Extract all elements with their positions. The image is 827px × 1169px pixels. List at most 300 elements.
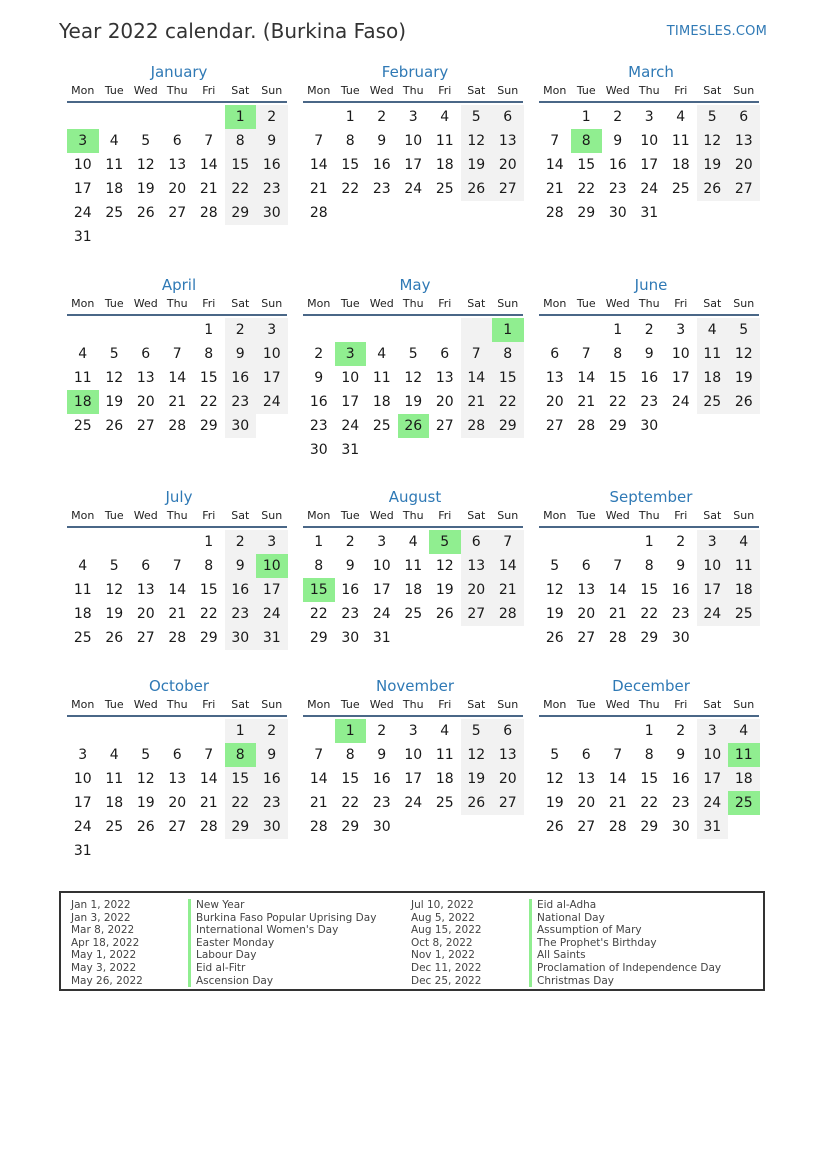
day-cell[interactable]: 21 [199,181,218,197]
day-cell[interactable]: 10 [640,133,659,149]
day-cell[interactable]: 28 [545,205,564,221]
day-cell[interactable]: 13 [492,129,524,153]
day-cell[interactable]: 15 [199,582,218,598]
day-cell[interactable]: 9 [676,747,686,763]
day-cell[interactable]: 5 [697,105,729,129]
day-cell[interactable]: 19 [136,181,155,197]
day-cell[interactable]: 12 [136,157,155,173]
day-cell[interactable]: 18 [435,157,454,173]
day-cell[interactable]: 22 [309,606,328,622]
day-cell[interactable]: 19 [404,394,423,410]
day-cell[interactable]: 8 [345,747,355,763]
day-cell[interactable]: 14 [608,582,627,598]
day-cell[interactable]: 29 [341,819,360,835]
day-cell[interactable]: 25 [404,606,423,622]
day-cell[interactable]: 15 [640,582,659,598]
day-cell-holiday[interactable]: 1 [335,719,367,743]
day-cell[interactable]: 12 [435,558,454,574]
day-cell[interactable]: 16 [225,578,257,602]
day-cell[interactable]: 20 [168,181,187,197]
day-cell[interactable]: 19 [105,394,124,410]
day-cell[interactable]: 29 [492,414,524,438]
day-cell[interactable]: 30 [372,819,391,835]
day-cell[interactable]: 23 [372,795,391,811]
day-cell[interactable]: 25 [105,819,124,835]
day-cell[interactable]: 6 [440,346,450,362]
day-cell[interactable]: 8 [345,133,355,149]
day-cell[interactable]: 21 [608,606,627,622]
day-cell[interactable]: 20 [492,153,524,177]
day-cell[interactable]: 22 [199,394,218,410]
day-cell[interactable]: 7 [581,346,591,362]
day-cell[interactable]: 26 [435,606,454,622]
day-cell[interactable]: 13 [136,582,155,598]
day-cell[interactable]: 4 [408,534,418,550]
day-cell[interactable]: 21 [545,181,564,197]
day-cell[interactable]: 1 [204,322,214,338]
day-cell[interactable]: 13 [168,157,187,173]
day-cell[interactable]: 8 [204,558,214,574]
day-cell[interactable]: 28 [608,630,627,646]
day-cell[interactable]: 11 [404,558,423,574]
day-cell[interactable]: 8 [613,346,623,362]
day-cell[interactable]: 5 [408,346,418,362]
day-cell[interactable]: 3 [78,747,88,763]
day-cell[interactable]: 20 [545,394,564,410]
day-cell[interactable]: 23 [341,606,360,622]
day-cell[interactable]: 27 [136,418,155,434]
day-cell[interactable]: 23 [608,181,627,197]
day-cell[interactable]: 14 [309,771,328,787]
day-cell[interactable]: 20 [136,394,155,410]
day-cell[interactable]: 2 [314,346,324,362]
day-cell[interactable]: 25 [671,181,690,197]
day-cell[interactable]: 7 [204,133,214,149]
day-cell[interactable]: 21 [608,795,627,811]
day-cell[interactable]: 10 [697,743,729,767]
day-cell[interactable]: 2 [676,723,686,739]
day-cell[interactable]: 4 [377,346,387,362]
day-cell[interactable]: 6 [461,530,493,554]
day-cell[interactable]: 5 [728,318,760,342]
day-cell[interactable]: 18 [105,181,124,197]
day-cell[interactable]: 28 [199,819,218,835]
day-cell-holiday[interactable]: 8 [571,129,603,153]
day-cell[interactable]: 7 [314,747,324,763]
day-cell[interactable]: 29 [608,418,627,434]
day-cell[interactable]: 25 [435,181,454,197]
day-cell[interactable]: 14 [492,554,524,578]
day-cell[interactable]: 23 [225,390,257,414]
day-cell-holiday[interactable]: 25 [728,791,760,815]
day-cell[interactable]: 28 [309,205,328,221]
day-cell[interactable]: 18 [728,578,760,602]
day-cell[interactable]: 22 [492,390,524,414]
day-cell[interactable]: 15 [225,153,257,177]
day-cell[interactable]: 20 [492,767,524,791]
day-cell[interactable]: 11 [73,370,92,386]
day-cell[interactable]: 16 [256,767,288,791]
day-cell[interactable]: 12 [697,129,729,153]
day-cell[interactable]: 7 [492,530,524,554]
day-cell[interactable]: 24 [256,602,288,626]
day-cell[interactable]: 28 [608,819,627,835]
day-cell[interactable]: 4 [697,318,729,342]
day-cell[interactable]: 16 [341,582,360,598]
day-cell[interactable]: 19 [136,795,155,811]
day-cell[interactable]: 29 [199,418,218,434]
day-cell[interactable]: 2 [676,534,686,550]
day-cell[interactable]: 17 [73,181,92,197]
day-cell[interactable]: 2 [256,719,288,743]
day-cell[interactable]: 15 [199,370,218,386]
day-cell[interactable]: 24 [640,181,659,197]
day-cell[interactable]: 25 [73,418,92,434]
day-cell[interactable]: 27 [545,418,564,434]
day-cell[interactable]: 4 [78,346,88,362]
day-cell[interactable]: 11 [435,133,454,149]
day-cell[interactable]: 28 [577,418,596,434]
day-cell[interactable]: 23 [256,177,288,201]
day-cell[interactable]: 3 [256,318,288,342]
day-cell[interactable]: 6 [141,346,151,362]
day-cell[interactable]: 7 [172,346,182,362]
day-cell[interactable]: 25 [728,602,760,626]
day-cell[interactable]: 7 [314,133,324,149]
day-cell[interactable]: 6 [492,105,524,129]
day-cell[interactable]: 21 [461,390,493,414]
day-cell[interactable]: 29 [640,630,659,646]
day-cell[interactable]: 20 [728,153,760,177]
day-cell[interactable]: 26 [136,205,155,221]
day-cell[interactable]: 16 [256,153,288,177]
day-cell[interactable]: 10 [372,558,391,574]
day-cell[interactable]: 4 [440,723,450,739]
day-cell[interactable]: 27 [168,819,187,835]
day-cell[interactable]: 3 [697,719,729,743]
day-cell[interactable]: 4 [109,133,119,149]
day-cell[interactable]: 26 [545,819,564,835]
day-cell[interactable]: 11 [728,554,760,578]
day-cell[interactable]: 5 [461,719,493,743]
day-cell[interactable]: 7 [613,558,623,574]
day-cell-holiday[interactable]: 18 [67,390,99,414]
day-cell[interactable]: 27 [136,630,155,646]
day-cell[interactable]: 22 [225,791,257,815]
day-cell[interactable]: 16 [372,771,391,787]
day-cell[interactable]: 14 [168,582,187,598]
day-cell[interactable]: 17 [404,771,423,787]
day-cell[interactable]: 28 [309,819,328,835]
day-cell[interactable]: 5 [550,558,560,574]
day-cell[interactable]: 24 [372,606,391,622]
day-cell[interactable]: 30 [341,630,360,646]
day-cell[interactable]: 30 [640,418,659,434]
day-cell[interactable]: 31 [640,205,659,221]
day-cell[interactable]: 24 [256,390,288,414]
day-cell[interactable]: 17 [256,578,288,602]
day-cell[interactable]: 22 [225,177,257,201]
day-cell[interactable]: 17 [671,370,690,386]
day-cell[interactable]: 3 [408,723,418,739]
day-cell[interactable]: 11 [435,747,454,763]
day-cell[interactable]: 11 [697,342,729,366]
day-cell[interactable]: 16 [608,157,627,173]
day-cell[interactable]: 2 [256,105,288,129]
day-cell[interactable]: 17 [697,578,729,602]
day-cell[interactable]: 1 [225,719,257,743]
day-cell[interactable]: 8 [644,747,654,763]
day-cell[interactable]: 12 [461,743,493,767]
day-cell[interactable]: 29 [199,630,218,646]
day-cell[interactable]: 26 [136,819,155,835]
day-cell[interactable]: 19 [545,606,564,622]
day-cell[interactable]: 10 [671,346,690,362]
day-cell[interactable]: 18 [73,606,92,622]
day-cell[interactable]: 4 [728,530,760,554]
day-cell[interactable]: 1 [314,534,324,550]
day-cell[interactable]: 8 [225,129,257,153]
day-cell[interactable]: 11 [372,370,391,386]
day-cell[interactable]: 31 [73,843,92,859]
day-cell[interactable]: 25 [105,205,124,221]
day-cell[interactable]: 29 [225,201,257,225]
day-cell[interactable]: 21 [577,394,596,410]
day-cell[interactable]: 15 [577,157,596,173]
day-cell[interactable]: 9 [225,342,257,366]
day-cell[interactable]: 3 [676,322,686,338]
day-cell[interactable]: 31 [372,630,391,646]
day-cell[interactable]: 25 [73,630,92,646]
day-cell[interactable]: 29 [225,815,257,839]
day-cell[interactable]: 18 [105,795,124,811]
day-cell[interactable]: 10 [73,157,92,173]
day-cell[interactable]: 23 [671,795,690,811]
day-cell[interactable]: 15 [608,370,627,386]
day-cell[interactable]: 18 [372,394,391,410]
day-cell[interactable]: 10 [256,342,288,366]
day-cell[interactable]: 4 [109,747,119,763]
day-cell[interactable]: 17 [341,394,360,410]
day-cell[interactable]: 14 [309,157,328,173]
day-cell[interactable]: 9 [377,133,387,149]
day-cell[interactable]: 28 [168,418,187,434]
day-cell[interactable]: 17 [697,767,729,791]
day-cell[interactable]: 20 [577,795,596,811]
day-cell[interactable]: 2 [377,109,387,125]
day-cell[interactable]: 16 [372,157,391,173]
day-cell[interactable]: 26 [697,177,729,201]
day-cell[interactable]: 18 [435,771,454,787]
day-cell[interactable]: 7 [550,133,560,149]
day-cell[interactable]: 24 [404,181,423,197]
day-cell[interactable]: 10 [404,133,423,149]
day-cell[interactable]: 9 [676,558,686,574]
day-cell[interactable]: 23 [372,181,391,197]
day-cell[interactable]: 6 [581,558,591,574]
day-cell[interactable]: 20 [168,795,187,811]
day-cell[interactable]: 23 [225,602,257,626]
day-cell[interactable]: 6 [581,747,591,763]
day-cell[interactable]: 29 [309,630,328,646]
day-cell[interactable]: 12 [105,582,124,598]
day-cell[interactable]: 17 [256,366,288,390]
day-cell[interactable]: 2 [644,322,654,338]
day-cell[interactable]: 9 [345,558,355,574]
day-cell[interactable]: 14 [461,366,493,390]
day-cell-holiday[interactable]: 11 [728,743,760,767]
day-cell[interactable]: 5 [550,747,560,763]
day-cell[interactable]: 5 [109,346,119,362]
day-cell[interactable]: 20 [435,394,454,410]
day-cell[interactable]: 1 [644,723,654,739]
day-cell[interactable]: 9 [644,346,654,362]
day-cell[interactable]: 23 [309,418,328,434]
day-cell[interactable]: 16 [640,370,659,386]
day-cell[interactable]: 20 [136,606,155,622]
day-cell[interactable]: 9 [314,370,324,386]
day-cell[interactable]: 22 [640,606,659,622]
day-cell[interactable]: 7 [204,747,214,763]
day-cell[interactable]: 7 [172,558,182,574]
day-cell[interactable]: 6 [492,719,524,743]
day-cell[interactable]: 5 [109,558,119,574]
day-cell[interactable]: 27 [461,602,493,626]
day-cell[interactable]: 1 [613,322,623,338]
day-cell[interactable]: 30 [256,201,288,225]
day-cell[interactable]: 31 [341,442,360,458]
day-cell-holiday[interactable]: 10 [256,554,288,578]
day-cell[interactable]: 30 [256,815,288,839]
day-cell[interactable]: 13 [728,129,760,153]
day-cell[interactable]: 17 [404,157,423,173]
day-cell[interactable]: 12 [404,370,423,386]
day-cell[interactable]: 26 [105,418,124,434]
day-cell[interactable]: 26 [461,177,493,201]
day-cell[interactable]: 12 [728,342,760,366]
day-cell[interactable]: 28 [461,414,493,438]
day-cell[interactable]: 14 [545,157,564,173]
day-cell[interactable]: 14 [199,157,218,173]
day-cell[interactable]: 14 [608,771,627,787]
day-cell[interactable]: 25 [372,418,391,434]
day-cell[interactable]: 30 [225,414,257,438]
day-cell[interactable]: 24 [697,791,729,815]
day-cell[interactable]: 7 [461,342,493,366]
day-cell[interactable]: 27 [577,630,596,646]
day-cell[interactable]: 27 [492,791,524,815]
day-cell[interactable]: 30 [309,442,328,458]
day-cell[interactable]: 1 [644,534,654,550]
site-link[interactable]: TIMESLES.COM [666,24,767,39]
day-cell[interactable]: 25 [697,390,729,414]
day-cell[interactable]: 10 [404,747,423,763]
day-cell-holiday[interactable]: 8 [225,743,257,767]
day-cell[interactable]: 8 [644,558,654,574]
day-cell[interactable]: 19 [461,767,493,791]
day-cell-holiday[interactable]: 5 [429,530,461,554]
day-cell[interactable]: 2 [225,318,257,342]
day-cell[interactable]: 21 [168,606,187,622]
day-cell[interactable]: 8 [314,558,324,574]
day-cell[interactable]: 26 [461,791,493,815]
day-cell[interactable]: 26 [105,630,124,646]
day-cell[interactable]: 25 [435,795,454,811]
day-cell-holiday[interactable]: 1 [225,105,257,129]
day-cell[interactable]: 24 [697,602,729,626]
day-cell[interactable]: 11 [671,133,690,149]
day-cell[interactable]: 15 [640,771,659,787]
day-cell[interactable]: 27 [435,418,454,434]
day-cell[interactable]: 9 [256,743,288,767]
day-cell[interactable]: 17 [73,795,92,811]
day-cell[interactable]: 12 [545,771,564,787]
day-cell[interactable]: 15 [225,767,257,791]
day-cell[interactable]: 14 [577,370,596,386]
day-cell[interactable]: 18 [404,582,423,598]
day-cell[interactable]: 3 [408,109,418,125]
day-cell[interactable]: 30 [671,819,690,835]
day-cell-holiday[interactable]: 15 [303,578,335,602]
day-cell[interactable]: 4 [728,719,760,743]
day-cell[interactable]: 2 [345,534,355,550]
day-cell[interactable]: 5 [141,133,151,149]
day-cell[interactable]: 3 [377,534,387,550]
day-cell[interactable]: 11 [105,771,124,787]
day-cell[interactable]: 21 [199,795,218,811]
day-cell[interactable]: 6 [141,558,151,574]
day-cell[interactable]: 12 [545,582,564,598]
day-cell[interactable]: 28 [199,205,218,221]
day-cell[interactable]: 12 [136,771,155,787]
day-cell[interactable]: 16 [671,582,690,598]
day-cell[interactable]: 22 [199,606,218,622]
day-cell[interactable]: 26 [545,630,564,646]
day-cell[interactable]: 13 [577,771,596,787]
day-cell[interactable]: 14 [168,370,187,386]
day-cell[interactable]: 5 [141,747,151,763]
day-cell[interactable]: 21 [168,394,187,410]
day-cell[interactable]: 19 [435,582,454,598]
day-cell-holiday[interactable]: 3 [67,129,99,153]
day-cell[interactable]: 23 [640,394,659,410]
day-cell[interactable]: 14 [199,771,218,787]
day-cell[interactable]: 27 [728,177,760,201]
day-cell[interactable]: 13 [136,370,155,386]
day-cell[interactable]: 30 [225,626,257,650]
day-cell[interactable]: 18 [728,767,760,791]
day-cell[interactable]: 1 [345,109,355,125]
day-cell[interactable]: 6 [550,346,560,362]
day-cell[interactable]: 20 [577,606,596,622]
day-cell[interactable]: 19 [545,795,564,811]
day-cell[interactable]: 13 [435,370,454,386]
day-cell[interactable]: 7 [613,747,623,763]
day-cell[interactable]: 31 [256,626,288,650]
day-cell[interactable]: 16 [309,394,328,410]
day-cell[interactable]: 8 [204,346,214,362]
day-cell[interactable]: 19 [461,153,493,177]
day-cell[interactable]: 27 [577,819,596,835]
day-cell[interactable]: 22 [577,181,596,197]
day-cell[interactable]: 1 [204,534,214,550]
day-cell[interactable]: 21 [309,795,328,811]
day-cell[interactable]: 17 [372,582,391,598]
day-cell[interactable]: 6 [172,747,182,763]
day-cell[interactable]: 2 [613,109,623,125]
day-cell[interactable]: 28 [168,630,187,646]
day-cell[interactable]: 24 [73,819,92,835]
